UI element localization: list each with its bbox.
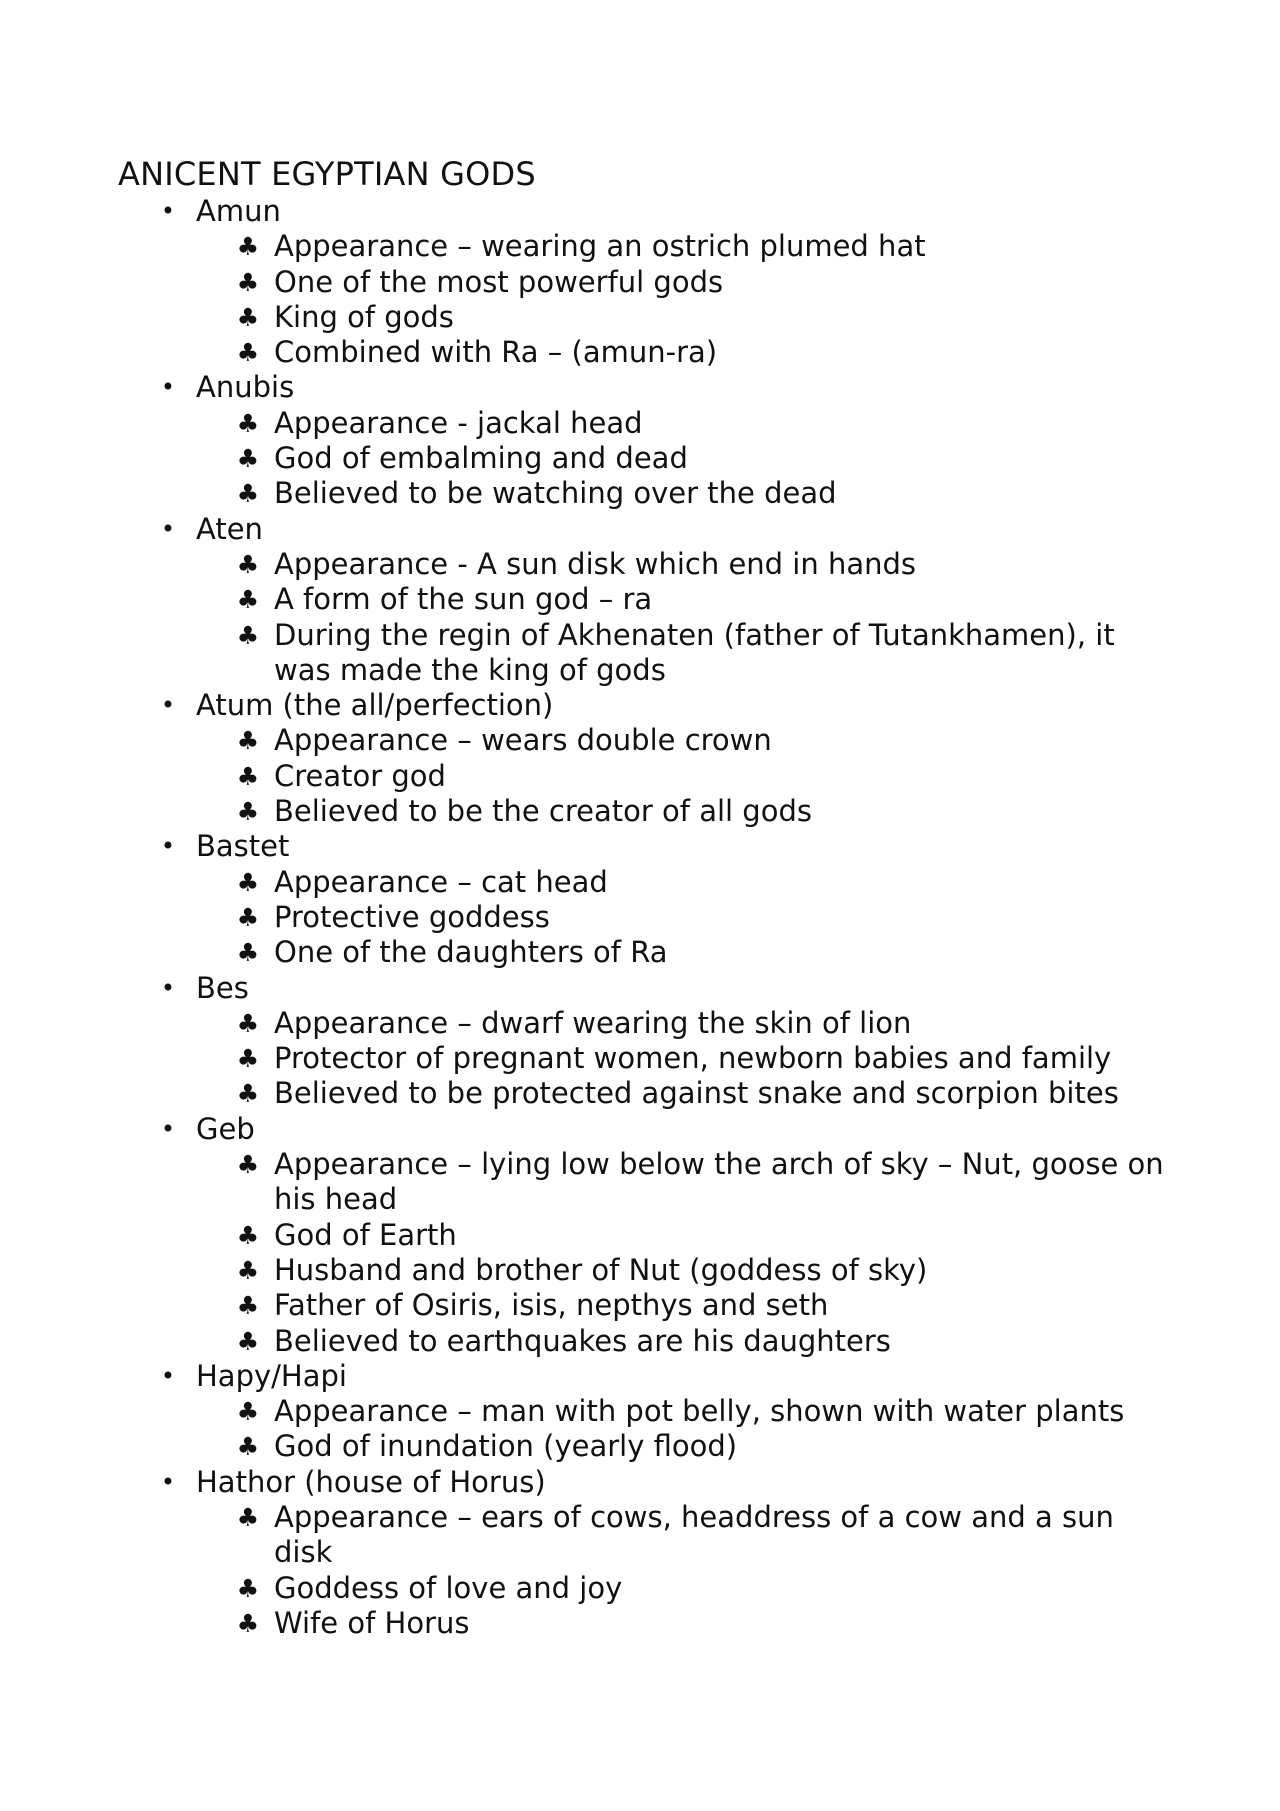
fact-item <box>196 1606 1180 1641</box>
bullet-icon: • <box>160 691 176 720</box>
club-icon: ♣ <box>236 938 260 968</box>
fact-text: Appearance – ears of cows, headdress of a cow and a sun disk <box>274 1499 1114 1570</box>
club-icon: ♣ <box>236 1573 260 1603</box>
fact-item <box>196 1288 1180 1323</box>
fact-text: A form of the sun god – ra <box>274 582 653 617</box>
fact-text: One of the most powerful gods <box>274 264 724 299</box>
bullet-icon: • <box>160 514 176 543</box>
fact-text: Appearance – wears double crown <box>274 723 772 758</box>
fact-item <box>196 1147 1180 1218</box>
club-icon: ♣ <box>236 867 260 897</box>
god-name: Geb <box>196 1111 255 1146</box>
fact-text: Husband and brother of Nut (goddess of sky) <box>274 1252 928 1287</box>
god-item <box>118 194 1180 370</box>
fact-text: Protective goddess <box>274 899 550 934</box>
fact-item <box>196 547 1180 582</box>
fact-item <box>196 1324 1180 1359</box>
god-item <box>118 1465 1180 1641</box>
god-name: Atum (the all/perfection) <box>196 688 554 723</box>
fact-item <box>196 935 1180 970</box>
fact-text: Believed to be protected against snake and scorpion bites <box>274 1076 1119 1111</box>
god-name: Hapy/Hapi <box>196 1358 347 1393</box>
club-icon: ♣ <box>236 1079 260 1109</box>
fact-text: Appearance – man with pot belly, shown with water plants <box>274 1394 1125 1429</box>
fact-text: Combined with Ra – (amun-ra) <box>274 335 718 370</box>
club-icon: ♣ <box>236 549 260 579</box>
fact-text: During the regin of Akhenaten (father of Tutankhamen), it was made the king of gods <box>274 617 1115 687</box>
club-icon: ♣ <box>236 302 260 332</box>
bullet-icon: • <box>160 832 176 861</box>
god-name: Bes <box>196 970 249 1005</box>
fact-text: God of inundation (yearly flood) <box>274 1429 738 1464</box>
fact-text: Appearance – lying low below the arch of sky – Nut, goose on his head <box>274 1147 1164 1217</box>
fact-text: Goddess of love and joy <box>274 1570 623 1605</box>
club-icon: ♣ <box>236 338 260 368</box>
god-item <box>118 370 1180 511</box>
fact-list <box>196 1500 1180 1641</box>
fact-item <box>196 476 1180 511</box>
god-item <box>118 971 1180 1112</box>
fact-list <box>196 1394 1180 1465</box>
club-icon: ♣ <box>236 1255 260 1285</box>
fact-list <box>196 1006 1180 1112</box>
fact-text: Believed to be the creator of all gods <box>274 794 812 829</box>
club-icon: ♣ <box>236 1008 260 1038</box>
club-icon: ♣ <box>236 585 260 615</box>
club-icon: ♣ <box>236 232 260 262</box>
fact-item <box>196 582 1180 617</box>
fact-item <box>196 723 1180 758</box>
fact-item <box>196 441 1180 476</box>
fact-text: King of gods <box>274 299 454 334</box>
bullet-icon: • <box>160 197 176 225</box>
fact-item <box>196 1500 1180 1571</box>
fact-text: Believed to be watching over the dead <box>274 476 837 511</box>
fact-text: One of the daughters of Ra <box>274 935 668 970</box>
fact-text: God of Earth <box>274 1217 457 1252</box>
club-icon: ♣ <box>236 1291 260 1321</box>
club-icon: ♣ <box>236 1044 260 1074</box>
fact-item <box>196 759 1180 794</box>
club-icon: ♣ <box>236 1397 260 1427</box>
fact-text: Father of Osiris, isis, nepthys and seth <box>274 1288 829 1323</box>
fact-item <box>196 618 1180 689</box>
fact-item <box>196 1006 1180 1041</box>
club-icon: ♣ <box>236 1220 260 1250</box>
document-page <box>118 154 1180 1641</box>
god-name: Bastet <box>196 829 290 864</box>
club-icon: ♣ <box>236 1608 260 1638</box>
club-icon: ♣ <box>236 1502 260 1532</box>
fact-item <box>196 335 1180 370</box>
god-name: Aten <box>196 511 263 546</box>
fact-text: Believed to earthquakes are his daughters <box>274 1323 891 1358</box>
fact-item <box>196 865 1180 900</box>
fact-item <box>196 1041 1180 1076</box>
fact-text: Creator god <box>274 758 446 793</box>
fact-list <box>196 547 1180 688</box>
fact-item <box>196 1218 1180 1253</box>
fact-item <box>196 1253 1180 1288</box>
club-icon: ♣ <box>236 408 260 438</box>
club-icon: ♣ <box>236 1326 260 1356</box>
fact-list <box>196 723 1180 829</box>
fact-text: Appearance - A sun disk which end in hands <box>274 546 917 581</box>
club-icon: ♣ <box>236 444 260 474</box>
god-item <box>118 829 1180 970</box>
god-name: Hathor (house of Horus) <box>196 1464 546 1499</box>
bullet-icon: • <box>160 1114 176 1143</box>
fact-text: God of embalming and dead <box>274 441 688 476</box>
fact-text: Appearance – dwarf wearing the skin of lion <box>274 1005 912 1040</box>
bullet-icon: • <box>160 373 176 402</box>
bullet-icon: • <box>160 973 176 1002</box>
god-name: Anubis <box>196 370 295 405</box>
bullet-icon: • <box>160 1467 176 1496</box>
god-item <box>118 512 1180 688</box>
fact-item <box>196 794 1180 829</box>
club-icon: ♣ <box>236 267 260 297</box>
club-icon: ♣ <box>236 479 260 509</box>
fact-text: Appearance - jackal head <box>274 405 643 440</box>
fact-item <box>196 229 1180 264</box>
club-icon: ♣ <box>236 620 260 650</box>
fact-item <box>196 900 1180 935</box>
bullet-icon: • <box>160 1361 176 1390</box>
fact-item <box>196 300 1180 335</box>
fact-item <box>196 1429 1180 1464</box>
fact-text: Wife of Horus <box>274 1605 470 1640</box>
club-icon: ♣ <box>236 761 260 791</box>
fact-item <box>196 1571 1180 1606</box>
fact-list <box>196 229 1180 370</box>
club-icon: ♣ <box>236 797 260 827</box>
fact-text: Appearance – cat head <box>274 864 608 899</box>
document-title: ANICENT EGYPTIAN GODS <box>118 155 536 193</box>
fact-list <box>196 865 1180 971</box>
god-item <box>118 1112 1180 1359</box>
club-icon: ♣ <box>236 726 260 756</box>
fact-list <box>196 406 1180 512</box>
god-name: Amun <box>196 194 281 228</box>
fact-item <box>196 265 1180 300</box>
club-icon: ♣ <box>236 902 260 932</box>
fact-text: Protector of pregnant women, newborn babies and family <box>274 1041 1112 1076</box>
fact-item <box>196 1394 1180 1429</box>
fact-item <box>196 1076 1180 1111</box>
fact-item <box>196 406 1180 441</box>
fact-list <box>196 1147 1180 1359</box>
club-icon: ♣ <box>236 1432 260 1462</box>
god-list <box>118 194 1180 1641</box>
god-item <box>118 1359 1180 1465</box>
god-item <box>118 688 1180 829</box>
club-icon: ♣ <box>236 1150 260 1180</box>
fact-text: Appearance – wearing an ostrich plumed hat <box>274 229 926 264</box>
